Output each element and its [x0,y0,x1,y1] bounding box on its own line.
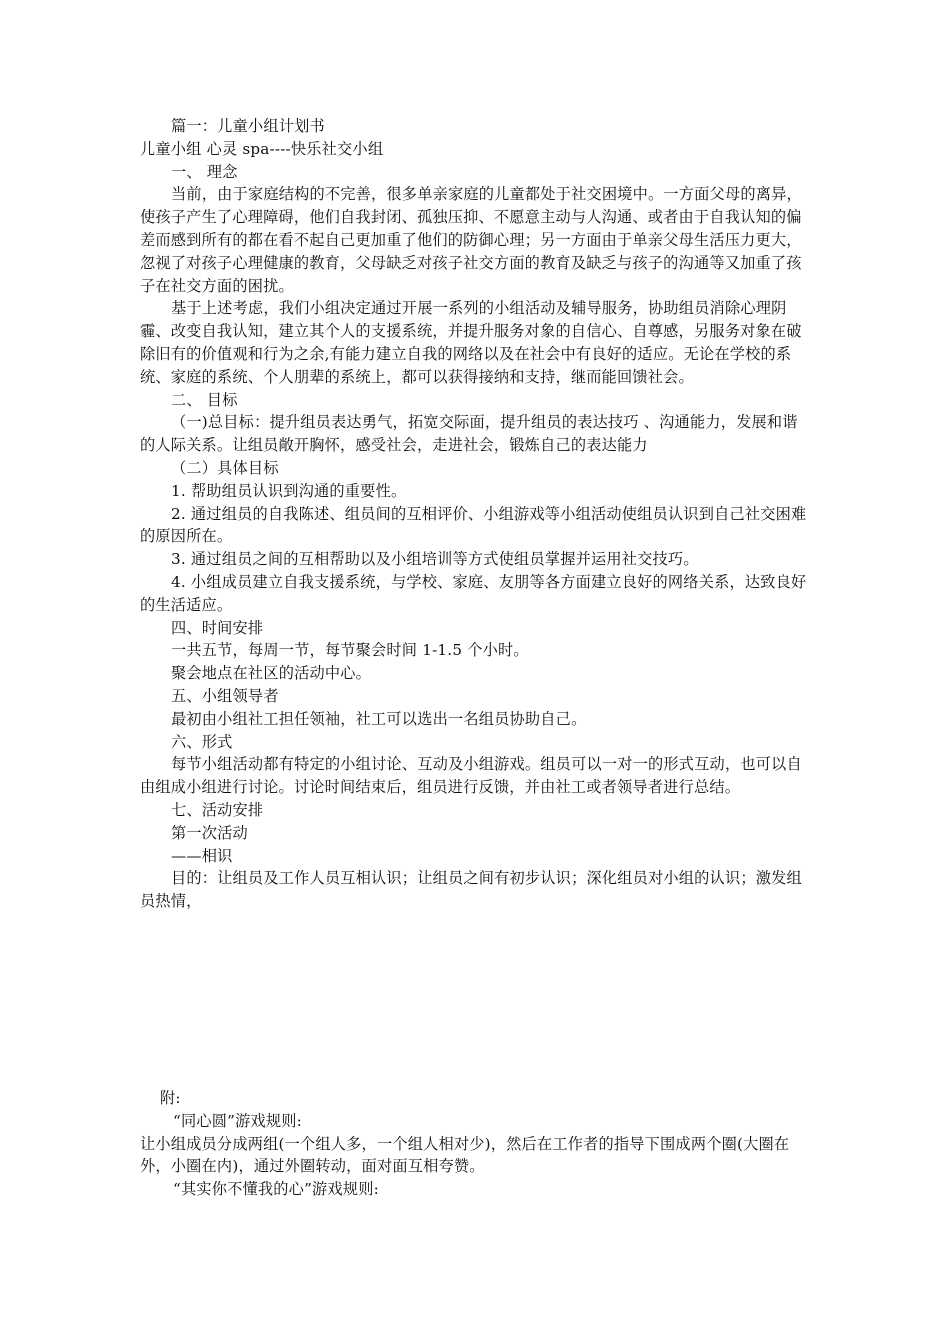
document-body [140,115,812,913]
section-heading-leader: 五、小组领导者 [171,686,279,705]
paragraph-leader: 最初由小组社工担任领袖，社工可以选出一名组员协助自己。 [171,709,587,728]
subheading-specific-goals: （二）具体目标 [171,458,279,477]
game1-rule: 让小组成员分成两组(一个组人多，一个组人相对少)，然后在工作者的指导下围成两个圈(大圈在外，小圈在内)，通过外圈转动，面对面互相夸赞。 [140,1134,790,1176]
section-heading-format: 六、形式 [171,732,233,751]
doc-title: 篇一：儿童小组计划书 [171,117,325,135]
section-heading-concept: 一、 理念 [171,162,238,181]
activity-goal: 目的：让组员及工作人员互相认识；让组员之间有初步认识；深化组员对小组的认识；激发组员热情， [140,869,802,911]
doc-subtitle: 儿童小组 心灵 spa----快乐社交小组 [140,139,384,158]
section-heading-activities: 七、活动安排 [171,800,264,819]
paragraph-concept-2: 基于上述考虑，我们小组决定通过开展一系列的小组活动及辅导服务，协助组员消除心理阴霾、改变自我认知，建立其个人的支援系统，并提升服务对象的自信心、自尊感，另服务对象在破除旧有的价值观和行为之余,有能力建立自我的网络以及在社会中有良好的适应。无论在学校的系统、家庭的系统、个人朋辈的系统上，都可以获得接纳和支持，继而能回馈社会。 [140,299,802,386]
paragraph-general-goal: （一)总目标：提升组员表达勇气，拓宽交际面，提升组员的表达技巧 、沟通能力，发展和谐的人际关系。让组员敞开胸怀，感受社会，走进社会，锻炼自己的表达能力 [140,413,798,455]
goal-item-3: 3. 通过组员之间的互相帮助以及小组培训等方式使组员掌握并运用社交技巧。 [171,550,699,569]
paragraph-concept-1: 当前，由于家庭结构的不完善，很多单亲家庭的儿童都处于社交困境中。一方面父母的离异，使孩子产生了心理障碍，他们自我封闭、孤独压抑、不愿意主动与人沟通、或者由于自我认知的偏差而感到所有的都在看不起自己更加重了他们的防御心理；另一方面由于单亲父母生活压力更大，忽视了对孩子心理健康的教育，父母缺乏对孩子社交方面的教育及缺乏与孩子的沟通等又加重了孩子在社交方面的困扰。 [140,185,802,295]
activity-first: 第一次活动 [171,823,248,842]
activity-theme: ——相识 [171,846,233,865]
goal-item-4: 4. 小组成员建立自我支援系统，与学校、家庭、友朋等各方面建立良好的网络关系，达致良好的生活适应。 [140,572,807,614]
goal-item-1: 1. 帮助组员认识到沟通的重要性。 [171,481,407,500]
appendix-label: 附: [160,1089,181,1107]
appendix [140,1087,812,1201]
section-heading-schedule: 四、时间安排 [171,618,264,637]
game2-title: “其实你不懂我的心”游戏规则: [173,1180,379,1199]
goal-item-2: 2. 通过组员的自我陈述、组员间的互相评价、小组游戏等小组活动使组员认识到自己社交困难的原因所在。 [140,504,807,546]
section-heading-goals: 二、 目标 [171,390,238,409]
paragraph-schedule-2: 聚会地点在社区的活动中心。 [171,664,372,683]
paragraph-format: 每节小组活动都有特定的小组讨论、互动及小组游戏。组员可以一对一的形式互动，也可以自由组成小组进行讨论。讨论时间结束后，组员进行反馈，并由社工或者领导者进行总结。 [140,755,802,797]
game1-title: “同心圆”游戏规则: [173,1111,302,1130]
paragraph-schedule-1: 一共五节，每周一节，每节聚会时间 1-1.5 个小时。 [171,641,529,660]
